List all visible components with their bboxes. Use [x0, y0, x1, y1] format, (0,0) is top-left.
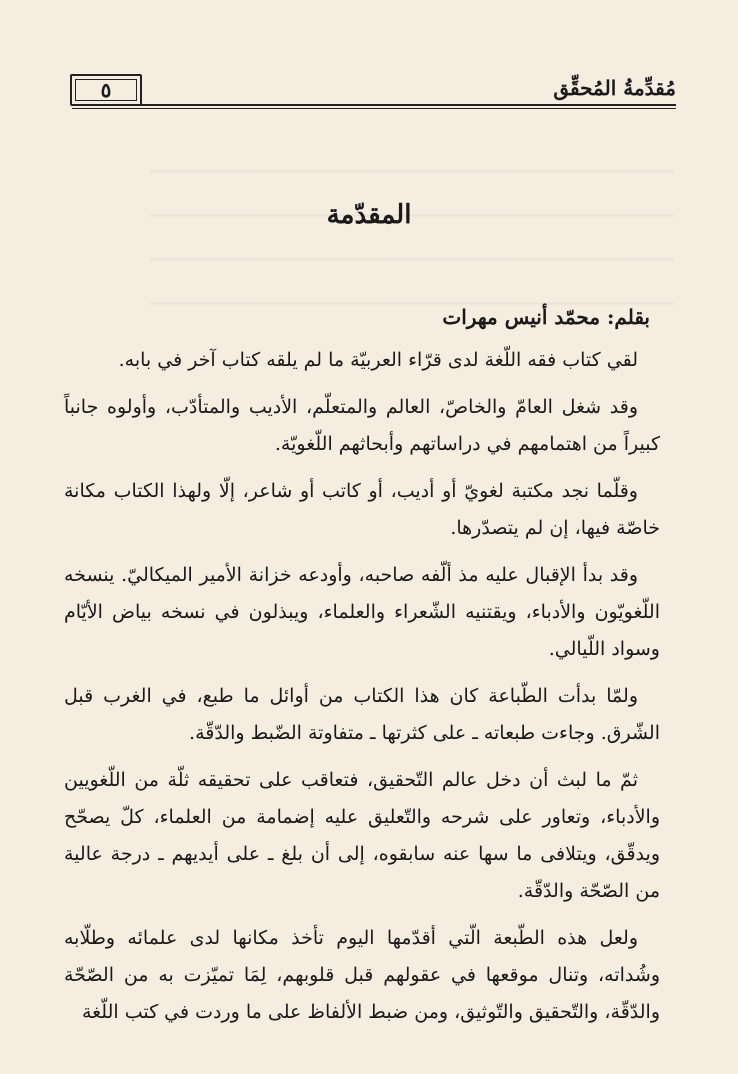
paragraph: ولمّا بدأت الطّباعة كان هذا الكتاب من أوائل ما طبع، في الغرب قبل الشّرق. وجاءت طبعاته ـ على كثرتها ـ متفاوتة الضّبط والدّقّة.: [64, 685, 660, 744]
paragraph: لقي كتاب فقه اللّغة لدى قرّاء العربيّة ما لم يلقه كتاب آخر في بابه.: [118, 349, 638, 371]
page-number: ٥: [100, 78, 112, 102]
header-rule-thin: [72, 108, 676, 109]
paragraph: ولعل هذه الطّبعة الّتي أقدّمها اليوم تأخذ مكانها لدى علمائه وطلّابه وشُداته، وتنال موقعها في عقولهم قبل قلوبهم، لِمَا تميّزت به من الصّحّة والدّقّة، والتّحقيق والتّوثيق، ومن ضبط الألفاظ على ما وردت في كتب اللّغة: [64, 927, 660, 1023]
body-text: [64, 342, 660, 1041]
paragraph: ثمّ ما لبث أن دخل عالم التّحقيق، فتعاقب على تحقيقه ثلّة من اللّغويين والأدباء، وتعاور على شرحه والتّعليق عليه إضمامة من العلماء، كلّ يصحّح ويدقّق، ويتلافى ما سها عنه سابقوه، إلى أن بلغ ـ على أيديهم ـ درجة عالية من الصّحّة والدّقّة.: [64, 769, 660, 902]
paragraph: وقلّما نجد مكتبة لغويّ أو أديب، أو كاتب أو شاعر، إلّا ولهذا الكتاب مكانة خاصّة فيها، إن لم يتصدّرها.: [64, 480, 660, 539]
paragraph: وقد بدأ الإقبال عليه مذ ألّفه صاحبه، وأودعه خزانة الأمير الميكاليّ. ينسخه اللّغويّون والأدباء، ويقتنيه الشّعراء والعلماء، ويبذلون في نسخه بياض الأيّام وسواد اللّيالي.: [64, 564, 660, 660]
header-rule: [72, 104, 676, 106]
running-header: [70, 74, 676, 108]
bleed-through-shadow: [150, 130, 674, 330]
paragraph: وقد شغل العامّ والخاصّ، العالم والمتعلّم، الأديب والمتأدّب، وأولوه جانباً كبيراً من اهتمامهم في دراساتهم وأبحاثهم اللّغويّة.: [64, 396, 660, 455]
section-title: المقدّمة: [326, 200, 412, 230]
author-byline: بقلم: محمّد أنيس مهرات: [442, 305, 650, 329]
page-number-box: [70, 74, 142, 106]
running-title: مُقدِّمةُ المُحقِّق: [553, 76, 676, 100]
